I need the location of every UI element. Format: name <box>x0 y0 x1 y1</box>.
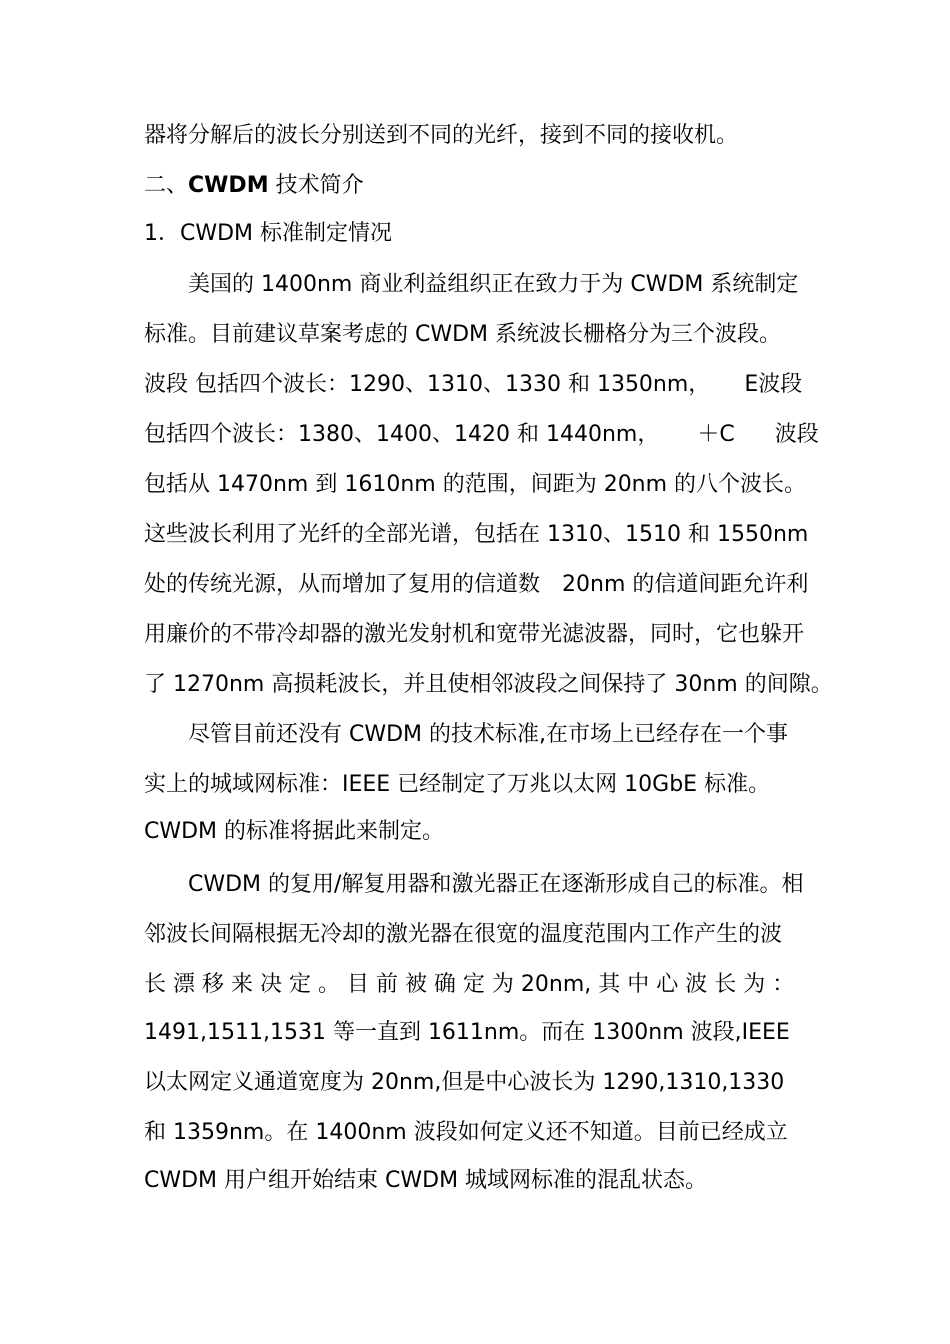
heading-prefix: 二、 <box>144 173 189 198</box>
band-e-text: E波段 <box>744 372 803 397</box>
paragraph-1-line-1: 美国的 1400nm 商业利益组织正在致力于为 CWDM 系统制定 <box>188 272 799 297</box>
paragraph-3-line-1: CWDM 的复用/解复用器和激光器正在逐渐形成自己的标准。相 <box>188 872 804 897</box>
band-e-wavelengths: 包括四个波长：1380、1400、1420 和 1440nm， <box>144 422 660 447</box>
paragraph-3-line-2: 邻波长间隔根据无冷却的激光器在很宽的温度范围内工作产生的波 <box>144 922 783 947</box>
paragraph-1-line-7 <box>144 570 808 600</box>
heading-bold-term: CWDM <box>188 173 269 198</box>
band-suffix: 波段 <box>774 422 819 447</box>
paragraph-1-line-6: 这些波长利用了光纤的全部光谱，包括在 1310、1510 和 1550nm <box>144 522 809 547</box>
channel-spacing-text: 20nm 的信道间距允许利 <box>562 572 809 597</box>
paragraph-3-line-4: 1491,1511,1531 等一直到 1611nm。而在 1300nm 波段,IEEE <box>144 1020 790 1045</box>
paragraph-1-line-3 <box>144 370 802 400</box>
band-sc-label: ＋C <box>697 422 735 447</box>
paragraph-2-line-1: 尽管目前还没有 CWDM 的技术标准,在市场上已经存在一个事 <box>188 722 789 747</box>
section-heading <box>144 171 364 201</box>
paragraph-2-line-3: CWDM 的标准将据此来制定。 <box>144 819 445 844</box>
channel-count-text: 处的传统光源，从而增加了复用的信道数 <box>144 572 541 597</box>
subsection-heading: 1．CWDM 标准制定情况 <box>144 221 393 246</box>
paragraph-2-line-2: 实上的城域网标准：IEEE 已经制定了万兆以太网 10GbE 标准。 <box>144 772 771 797</box>
paragraph-1-line-9: 了 1270nm 高损耗波长，并且使相邻波段之间保持了 30nm 的间隙。 <box>144 672 833 697</box>
paragraph-3-line-5: 以太网定义通道宽度为 20nm,但是中心波长为 1290,1310,1330 <box>144 1070 785 1095</box>
paragraph-1-line-8: 用廉价的不带冷却器的激光发射机和宽带光滤波器，同时，它也躲开 <box>144 622 805 647</box>
paragraph-1-line-2: 标准。目前建议草案考虑的 CWDM 系统波长栅格分为三个波段。 <box>144 322 782 347</box>
paragraph-1-line-5: 包括从 1470nm 到 1610nm 的范围，间距为 20nm 的八个波长。 <box>144 472 807 497</box>
paragraph-3-line-7: CWDM 用户组开始结束 CWDM 城域网标准的混乱状态。 <box>144 1168 708 1193</box>
paragraph-3-line-6: 和 1359nm。在 1400nm 波段如何定义还不知道。目前已经成立 <box>144 1120 788 1145</box>
text-line: 器将分解后的波长分别送到不同的光纤，接到不同的接收机。 <box>144 123 739 148</box>
paragraph-3-line-3: 长 漂 移 来 决 定 。 目 前 被 确 定 为 20nm, 其 中 心 波 长 为 ： <box>144 972 795 997</box>
band-o-text: 波段 包括四个波长：1290、1310、1330 和 1350nm， <box>144 372 711 397</box>
paragraph-1-line-4 <box>144 420 819 450</box>
heading-suffix: 技术简介 <box>268 173 364 198</box>
